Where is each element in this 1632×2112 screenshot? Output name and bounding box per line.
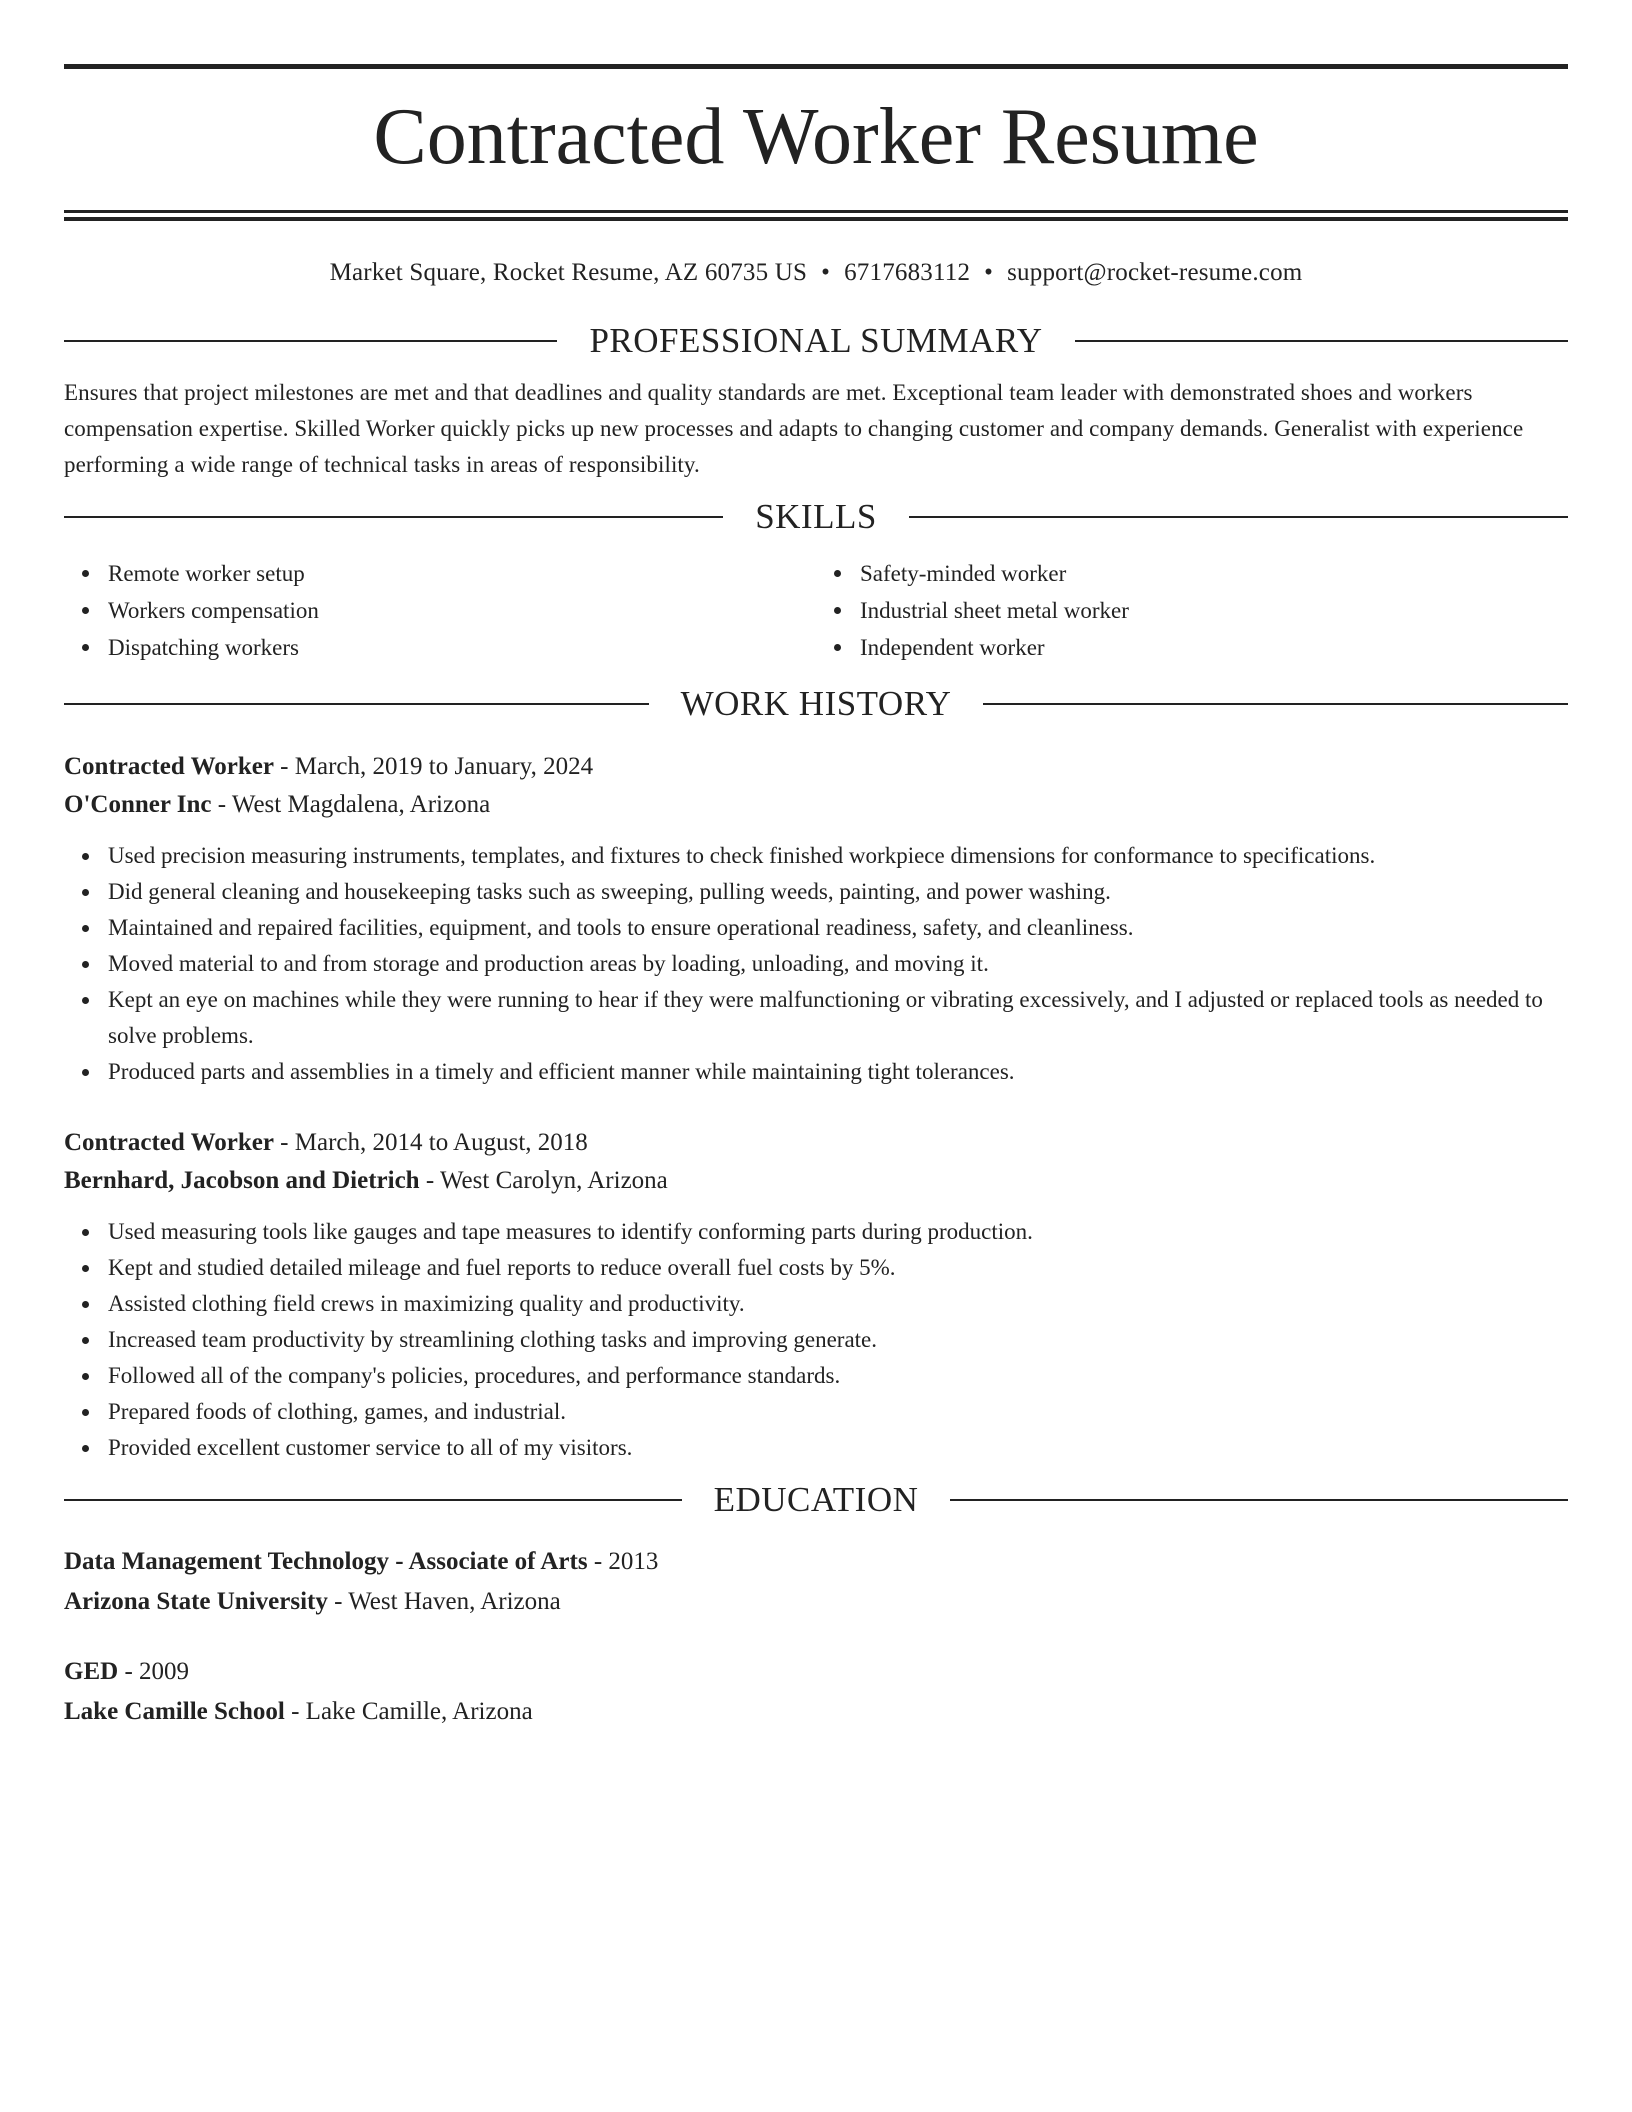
heading-rule-left	[64, 1499, 682, 1501]
skill-item: Remote worker setup	[108, 555, 816, 592]
contact-separator: •	[984, 259, 994, 286]
skills-column-left	[64, 555, 816, 666]
job-duty-item: Kept and studied detailed mileage and fuel reports to reduce overall fuel costs by 5%.	[108, 1250, 1568, 1286]
contact-email: support@rocket-resume.com	[1007, 259, 1303, 286]
summary-heading	[64, 321, 1568, 361]
heading-rule-right	[950, 1499, 1568, 1501]
skills-list	[64, 555, 1568, 666]
job-duty-item: Produced parts and assemblies in a timely and efficient manner while maintaining tight tolerances.	[108, 1054, 1568, 1090]
skill-item: Independent worker	[860, 629, 1568, 666]
title-double-rule	[64, 210, 1568, 221]
education-year: - 2009	[118, 1658, 190, 1685]
education-location: - West Haven, Arizona	[327, 1588, 561, 1615]
job-duty-item: Increased team productivity by streamlining clothing tasks and improving generate.	[108, 1322, 1568, 1358]
resume-title: Contracted Worker Resume	[373, 93, 1259, 181]
job-duties	[64, 1214, 1568, 1466]
job-duty-item: Maintained and repaired facilities, equipment, and tools to ensure operational readiness, safety, and cleanliness.	[108, 910, 1568, 946]
heading-rule-left	[64, 340, 557, 342]
job-company-line	[64, 786, 1568, 824]
work-history-heading	[64, 684, 1568, 724]
education-location: - Lake Camille, Arizona	[284, 1698, 533, 1725]
summary-text: Ensures that project milestones are met and that deadlines and quality standards are met. Exceptional team leader with demonstrated shoes and workers compensation expertise. Skilled Worker quickly picks up new processes and adapts to changing customer and company demands. Generalist with experience performing a wide range of technical tasks in areas of responsibility.	[64, 380, 1524, 477]
job-duty-item: Provided excellent customer service to all of my visitors.	[108, 1430, 1568, 1466]
summary-heading-label: PROFESSIONAL SUMMARY	[589, 321, 1043, 360]
job-company: O'Conner Inc	[64, 791, 212, 818]
education-school: Arizona State University	[64, 1588, 328, 1615]
work-history-heading-label: WORK HISTORY	[680, 684, 952, 723]
education-degree-line	[64, 1652, 1568, 1692]
job-duty-item: Kept an eye on machines while they were running to hear if they were malfunctioning or vibrating excessively, and I adjusted or replaced tools as needed to solve problems.	[108, 982, 1568, 1054]
job-dates: - March, 2014 to August, 2018	[273, 1129, 588, 1156]
job-company: Bernhard, Jacobson and Dietrich	[64, 1167, 420, 1194]
skills-heading-label: SKILLS	[755, 497, 877, 536]
education-heading-label: EDUCATION	[713, 1480, 919, 1519]
job-duty-item: Used precision measuring instruments, templates, and fixtures to check finished workpiece dimensions for conformance to specifications.	[108, 838, 1568, 874]
education-entry	[64, 1652, 1568, 1732]
education-school-line	[64, 1582, 1568, 1622]
job-duties	[64, 838, 1568, 1090]
contact-address: Market Square, Rocket Resume, AZ 60735 US	[329, 259, 808, 286]
heading-rule-right	[1075, 340, 1568, 342]
job-duty-item: Assisted clothing field crews in maximizing quality and productivity.	[108, 1286, 1568, 1322]
job-duty-item: Used measuring tools like gauges and tape measures to identify conforming parts during production.	[108, 1214, 1568, 1250]
skill-item: Safety-minded worker	[860, 555, 1568, 592]
heading-rule-right	[983, 703, 1568, 705]
skill-item: Workers compensation	[108, 592, 816, 629]
job-duty-item: Did general cleaning and housekeeping tasks such as sweeping, pulling weeds, painting, and power washing.	[108, 874, 1568, 910]
job-company-line	[64, 1162, 1568, 1200]
education-school: Lake Camille School	[64, 1698, 285, 1725]
job-title: Contracted Worker	[64, 1129, 274, 1156]
skills-heading	[64, 497, 1568, 537]
job-duty-item: Moved material to and from storage and production areas by loading, unloading, and moving it.	[108, 946, 1568, 982]
heading-rule-left	[64, 703, 649, 705]
education-school-line	[64, 1692, 1568, 1732]
job-location: - West Carolyn, Arizona	[419, 1167, 668, 1194]
job-duty-item: Prepared foods of clothing, games, and industrial.	[108, 1394, 1568, 1430]
skill-item: Dispatching workers	[108, 629, 816, 666]
job-dates: - March, 2019 to January, 2024	[273, 753, 594, 780]
education-entry	[64, 1542, 1568, 1622]
education-year: - 2013	[587, 1548, 659, 1575]
job-entry	[64, 1124, 1568, 1466]
heading-rule-right	[909, 516, 1568, 518]
education-degree-line	[64, 1542, 1568, 1582]
skill-item: Industrial sheet metal worker	[860, 592, 1568, 629]
job-title-line	[64, 1124, 1568, 1162]
heading-rule-left	[64, 516, 723, 518]
contact-separator: •	[821, 259, 831, 286]
education-degree: GED	[64, 1658, 119, 1685]
education-heading	[64, 1480, 1568, 1520]
job-title: Contracted Worker	[64, 753, 274, 780]
job-entry	[64, 748, 1568, 1090]
job-title-line	[64, 748, 1568, 786]
contact-phone: 6717683112	[844, 259, 971, 286]
education-degree: Data Management Technology - Associate of Arts	[64, 1548, 588, 1575]
skills-column-right	[816, 555, 1568, 666]
job-duty-item: Followed all of the company's policies, procedures, and performance standards.	[108, 1358, 1568, 1394]
contact-line	[64, 257, 1568, 289]
job-location: - West Magdalena, Arizona	[211, 791, 491, 818]
